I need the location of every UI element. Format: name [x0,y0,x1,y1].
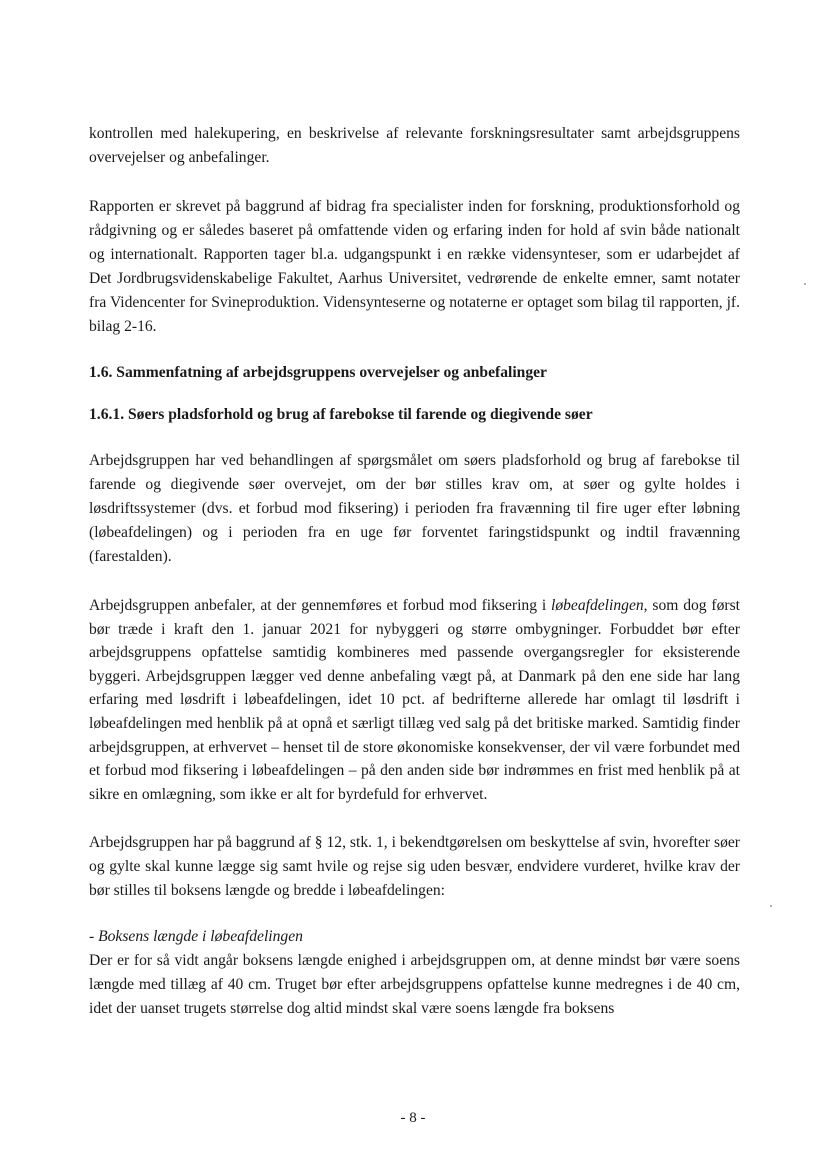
paragraph-recommendation-start: Arbejdsgruppen anbefaler, at der gennemføres et forbud mod fiksering i [89,597,551,614]
subsection-heading: 1.6.1. Søers pladsforhold og brug af farebokse til farende og diegivende søer [89,406,593,423]
paragraph-recommendation-italic: løbeafdelingen [550,597,644,614]
section-heading: 1.6. Sammenfatning af arbejdsgruppens overvejelser og anbefalinger [89,364,547,381]
scan-speck [770,905,772,907]
scan-speck [804,283,806,285]
paragraph-fixation-consideration: Arbejdsgruppen har ved behandlingen af spørgsmålet om søers pladsforhold og brug af farebokse til farende og diegivende søer overvejet, om der bør stilles krav om, at søer og gylte holdes i løsdriftssystemer (dvs. et forbud mod fiksering) i perioden fra fravænning til fire uger efter løbning (løbeafdelingen) og i perioden fra en uge før forventet faringstidspunkt og indtil fravænning (farestalden). [89,452,740,565]
italic-subheading [89,925,740,949]
page-body [89,122,740,1021]
paragraph-box-length: Der er for så vidt angår boksens længde enighed i arbejdsgruppen om, at denne mindst bør være soens længde med tillæg af 40 cm. Truget bør efter arbejdsgruppens opfattelse kunne medregnes i de 40 cm, idet der uanset trugets størrelse dog altid mindst skal være soens længde fra boksens [89,952,740,1018]
report-paragraph: Rapporten er skrevet på baggrund af bidrag fra specialister inden for forskning, produktionsforhold og rådgivning og er således baseret på omfattende viden og erfaring inden for hold af svin både nationalt og internationalt. Rapporten tager bl.a. udgangspunkt i en række vidensynteser, som er udarbejdet af Det Jordbrugsvidenskabelige Fakultet, Aarhus Universitet, vedrørende de enkelte emner, samt notater fra Videncenter for Svineproduktion. Vidensynteserne og notaterne er optaget som bilag til rapporten, jf. bilag 2-16. [89,198,740,335]
intro-paragraph: kontrollen med halekupering, en beskrivelse af relevante forskningsresultater samt arbejdsgruppens overvejelser og anbefalinger. [89,125,740,166]
page-number: - 8 - [400,1110,426,1126]
italic-subheading-text: - Boksens længde i løbeafdelingen [89,928,303,946]
paragraph-box-requirements: Arbejdsgruppen har på baggrund af § 12, stk. 1, i bekendtgørelsen om beskyttelse af svin, hvorefter søer og gylte skal kunne lægge sig samt hvile og rejse sig uden besvær, endvidere vurderet, hvilke krav der bør stilles til boksens længde og bredde i løbeafdelingen: [89,834,740,900]
paragraph-recommendation [89,594,740,806]
paragraph-recommendation-rest: , som dog først bør træde i kraft den 1. januar 2021 for nybyggeri og større ombygninger. Forbuddet bør efter arbejdsgruppens opfattelse samtidig kombineres med passende overgangsregler for eksisterende byggeri. Arbejdsgruppen lægger ved denne anbefaling vægt på, at Danmark på den ene side har lang erfaring med løsdrift i løbeafdelingen, idet 10 pct. af bedrifterne allerede har omlagt til løsdrift i løbeafdelingen med henblik på at opnå et særligt tillæg ved salg på det britiske marked. Samtidig finder arbejdsgruppen, at erhvervet – henset til de store økonomiske konsekvenser, der vil være forbundet med et forbud mod fiksering i løbeafdelingen – på den anden side bør indrømmes en frist med henblik på at sikre en omlægning, som ikke er alt for byrdefuld for erhvervet. [89,597,740,803]
